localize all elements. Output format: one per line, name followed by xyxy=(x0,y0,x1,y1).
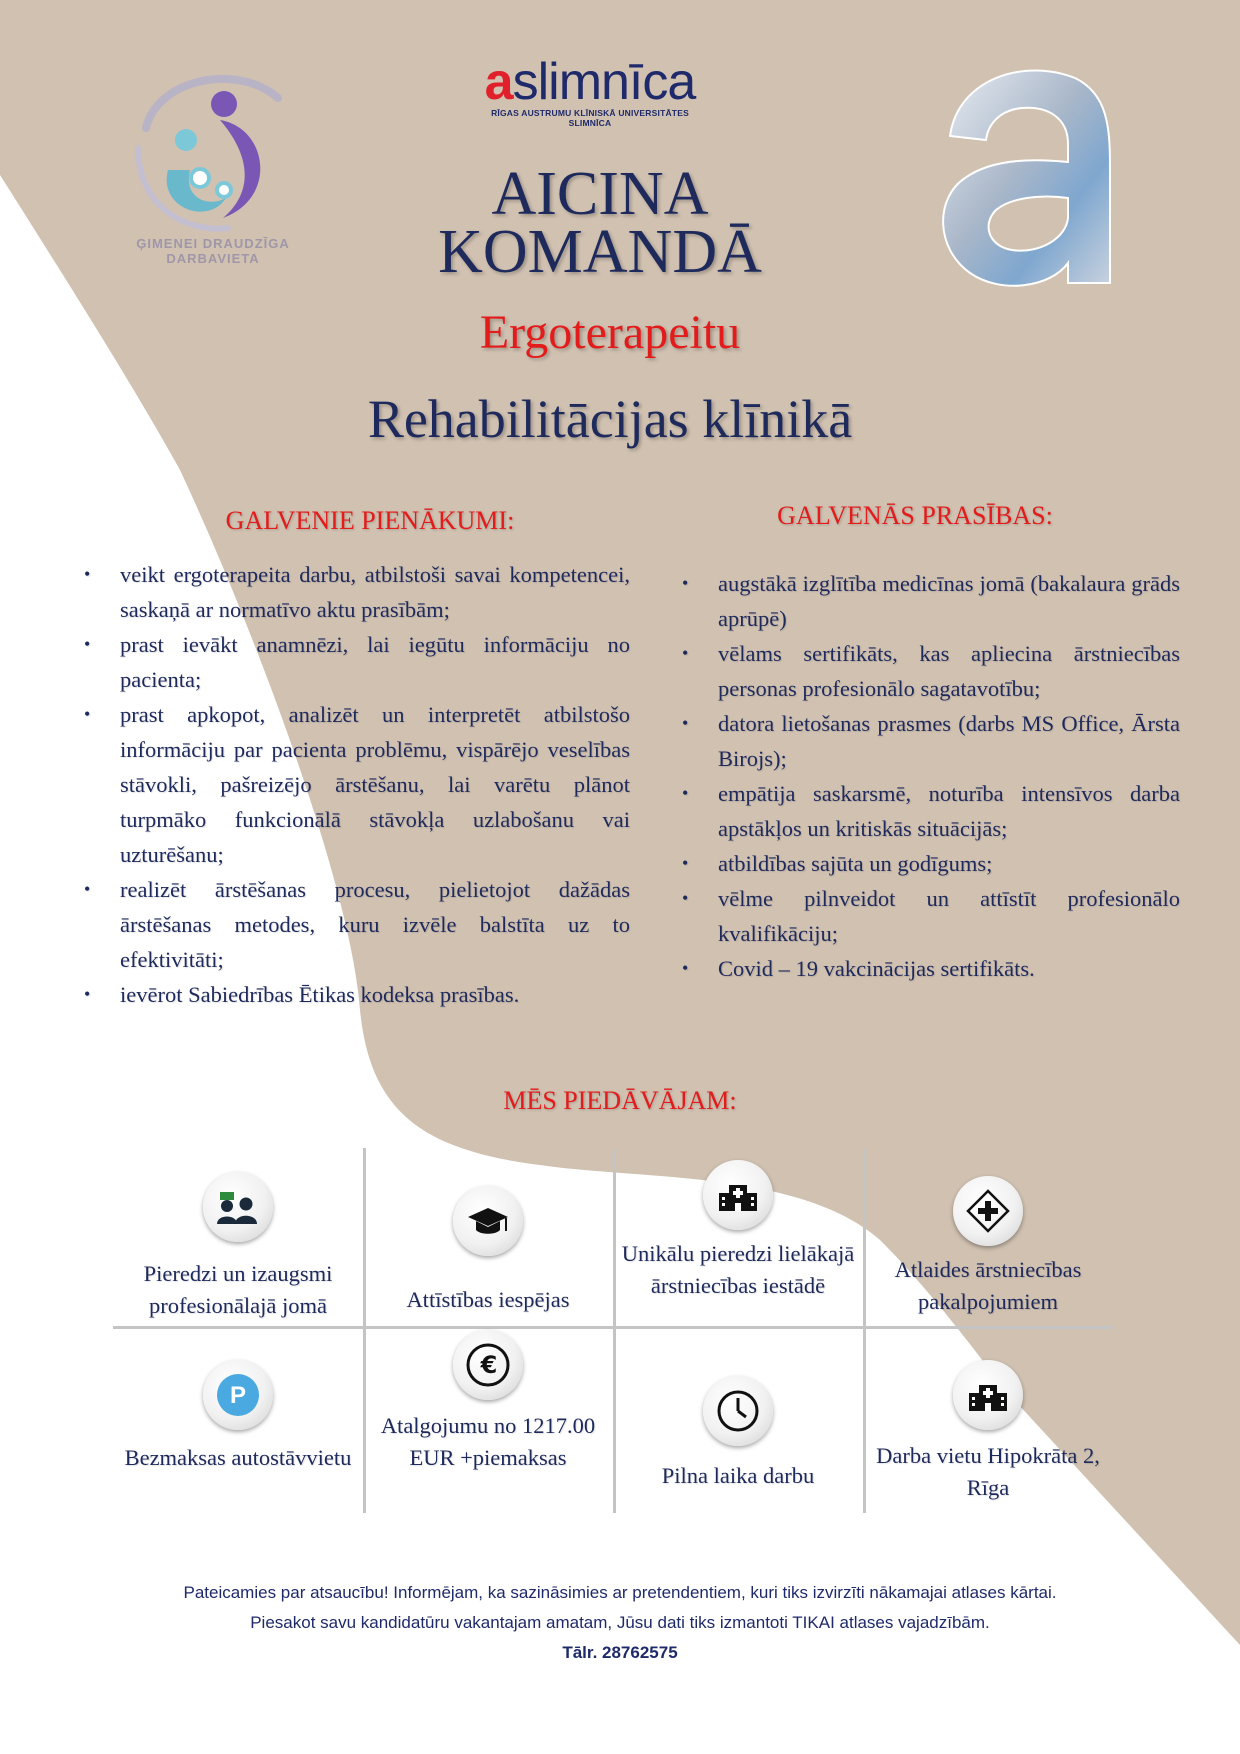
benefit-workplace xyxy=(863,1360,1113,1504)
family-friendly-logo xyxy=(128,58,298,288)
list-item: • prast apkopot, analizēt un interpretēt atbilstošo informāciju par pacienta problēmu, vispārējo veselības stāvokli, pašreizējo ārstēšanu, lai varētu plānot turpmāko funkcionālā stāvokļa uzlabošanu vai uzturēšanu; xyxy=(120,697,630,872)
benefit-label: Attīstības iespējas xyxy=(406,1287,570,1312)
list-item: • datora lietošanas prasmes (darbs MS Office, Ārsta Birojs); xyxy=(718,706,1180,776)
brand-a: a xyxy=(484,53,513,111)
list-item: • atbildības sajūta un godīgums; xyxy=(718,846,1180,881)
clinic-title: Rehabilitācijas klīnikā xyxy=(367,389,853,449)
phone-number: Tālr. 28762575 xyxy=(562,1643,678,1662)
list-item: • vēlme pilnveidot un attīstīt profesionālo kvalifikāciju; xyxy=(718,881,1180,951)
duties-list xyxy=(84,557,630,1012)
position-title: Ergoterapeitu xyxy=(479,306,741,359)
requirements-title: GALVENĀS PRASĪBAS: xyxy=(777,501,1053,530)
list-item: • augstākā izglītība medicīnas jomā (bakalaura grāds aprūpē) xyxy=(718,566,1180,636)
requirements-list xyxy=(682,566,1180,986)
euro-icon xyxy=(453,1330,523,1400)
bullet-icon: • xyxy=(682,573,689,593)
benefit-development xyxy=(363,1186,613,1316)
graduation-cap-icon xyxy=(453,1186,523,1256)
benefit-label: Pieredzi un izaugsmi profesionālajā jomā xyxy=(143,1261,333,1318)
grid-divider xyxy=(113,1326,1113,1329)
bullet-icon: • xyxy=(682,643,689,663)
benefit-label: Unikālu pieredzi lielākajā ārstniecības iestādē xyxy=(621,1241,855,1298)
team-icon xyxy=(203,1172,273,1242)
benefit-label: Pilna laika darbu xyxy=(661,1463,815,1488)
benefit-salary xyxy=(363,1330,613,1474)
list-item: • Covid – 19 vakcinācijas sertifikāts. xyxy=(718,951,1180,986)
bullet-icon: • xyxy=(84,879,91,899)
svg-text:€: € xyxy=(480,1351,498,1379)
benefit-experience xyxy=(113,1172,363,1322)
parking-icon xyxy=(203,1360,273,1430)
brand-name: slimnīca xyxy=(512,53,696,111)
hospital-icon xyxy=(703,1160,773,1230)
benefit-parking xyxy=(113,1360,363,1474)
duties-title: GALVENIE PIENĀKUMI: xyxy=(225,506,515,535)
offer-title: MĒS PIEDĀVĀJAM: xyxy=(503,1086,737,1115)
hospital-building-icon xyxy=(953,1360,1023,1430)
bullet-icon: • xyxy=(682,958,689,978)
list-item: • vēlams sertifikāts, kas apliecina ārstniecības personas profesionālo sagatavotību; xyxy=(718,636,1180,706)
bullet-icon: • xyxy=(84,984,91,1004)
bullet-icon: • xyxy=(682,853,689,873)
family-logo-text: ĢIMENEI DRAUDZĪGA DARBAVIETA xyxy=(136,236,290,266)
svg-text:P: P xyxy=(229,1382,247,1409)
clock-icon xyxy=(703,1376,773,1446)
bullet-icon: • xyxy=(84,634,91,654)
brand-subtitle: RĪGAS AUSTRUMU KLĪNISKĀ UNIVERSITĀTES SLIMNĪCA xyxy=(491,108,689,128)
benefit-full-time xyxy=(613,1376,863,1492)
hospital-logo xyxy=(470,53,710,128)
benefit-label: Atalgojumu no 1217.00 EUR +piemaksas xyxy=(380,1413,596,1470)
bullet-icon: • xyxy=(682,713,689,733)
heading-line-1: AICINA xyxy=(491,160,709,228)
benefit-unique-experience xyxy=(613,1160,863,1302)
benefit-label: Bezmaksas autostāvvietu xyxy=(124,1445,352,1470)
footer xyxy=(60,1578,1180,1668)
brand-wordmark xyxy=(470,53,710,111)
bullet-icon: • xyxy=(682,783,689,803)
main-heading xyxy=(350,160,850,286)
big-letter-a-image xyxy=(930,58,1120,290)
bullet-icon: • xyxy=(682,888,689,908)
benefit-label: Darba vietu Hipokrāta 2, Rīga xyxy=(876,1443,1100,1500)
benefit-label: Atlaides ārstniecības pakalpojumiem xyxy=(894,1257,1082,1314)
bullet-icon: • xyxy=(84,564,91,584)
benefits-grid xyxy=(113,1148,1113,1513)
list-item: • ievērot Sabiedrības Ētikas kodeksa prasības. xyxy=(120,977,630,1012)
footer-line-1: Pateicamies par atsaucību! Informējam, ka sazināsimies ar pretendentiem, kuri tiks izvirzīti nākamajai atlases kārtai. xyxy=(183,1583,1057,1602)
heading-line-2: KOMANDĀ xyxy=(438,218,762,286)
footer-line-2: Piesakot savu kandidatūru vakantajam amatam, Jūsu dati tiks izmantoti TIKAI atlases vajadzībām. xyxy=(250,1613,990,1632)
medical-cross-icon xyxy=(953,1176,1023,1246)
list-item: • realizēt ārstēšanas procesu, pielietojot dažādas ārstēšanas metodes, kuru izvēle balstīta uz to efektivitāti; xyxy=(120,872,630,977)
list-item: • prast ievākt anamnēzi, lai iegūtu informāciju no pacienta; xyxy=(120,627,630,697)
bullet-icon: • xyxy=(84,704,91,724)
benefit-discounts xyxy=(863,1176,1113,1318)
list-item: • veikt ergoterapeita darbu, atbilstoši savai kompetencei, saskaņā ar normatīvo aktu prasībām; xyxy=(120,557,630,627)
list-item: • empātija saskarsmē, noturība intensīvos darba apstākļos un kritiskās situācijās; xyxy=(718,776,1180,846)
